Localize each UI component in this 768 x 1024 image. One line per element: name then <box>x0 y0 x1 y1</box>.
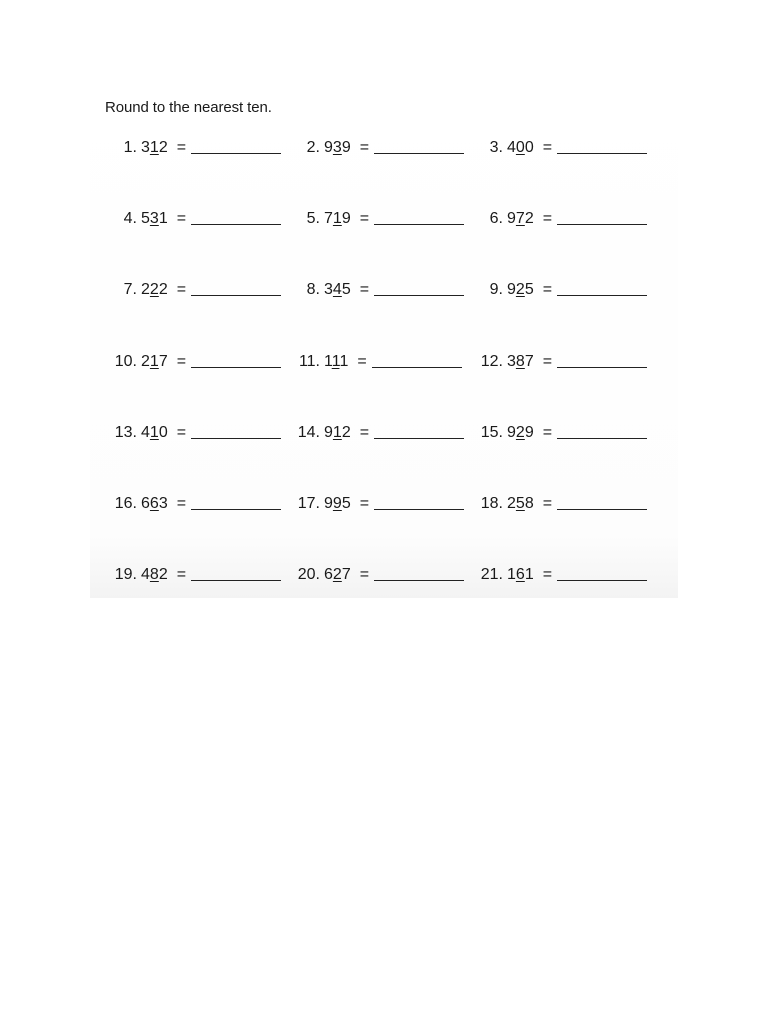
tens-digit-underlined: 1 <box>331 352 340 370</box>
problem-value <box>507 495 534 513</box>
ones-digit: 7 <box>524 352 534 370</box>
problem-value <box>324 210 351 228</box>
equals-sign: = <box>176 423 187 441</box>
problem-number: 18. <box>480 494 503 512</box>
ones-digit: 1 <box>158 210 168 228</box>
ones-digit: 8 <box>524 494 534 512</box>
equals-sign: = <box>359 210 370 228</box>
answer-blank[interactable] <box>557 566 647 581</box>
problem-value <box>324 139 351 157</box>
problem-number: 9. <box>489 281 503 299</box>
problem-value <box>324 495 351 513</box>
equals-sign: = <box>542 352 553 370</box>
equals-sign: = <box>359 281 370 299</box>
answer-blank[interactable] <box>557 353 647 368</box>
answer-blank[interactable] <box>191 424 281 439</box>
hundreds-digit: 7 <box>324 210 333 228</box>
equals-sign: = <box>176 566 187 584</box>
ones-digit: 2 <box>158 566 168 584</box>
equals-sign: = <box>542 210 553 228</box>
problem-item <box>106 351 289 373</box>
tens-digit-underlined: 1 <box>149 352 159 370</box>
problem-item <box>289 208 472 230</box>
problem-value <box>141 353 168 371</box>
hundreds-digit: 4 <box>507 139 516 156</box>
tens-digit-underlined: 3 <box>149 210 159 228</box>
equals-sign: = <box>176 281 187 299</box>
answer-blank[interactable] <box>374 281 464 296</box>
problem-number: 14. <box>297 423 320 441</box>
problem-item <box>289 493 472 515</box>
worksheet <box>90 84 678 598</box>
ones-digit: 9 <box>341 210 351 228</box>
problem-number: 21. <box>480 566 503 584</box>
problem-value <box>507 139 534 157</box>
hundreds-digit: 3 <box>507 352 516 370</box>
ones-digit: 7 <box>158 352 168 370</box>
problem-number: 5. <box>306 210 320 228</box>
problem-number: 10. <box>114 352 137 370</box>
problem-number: 20. <box>297 566 320 584</box>
hundreds-digit: 2 <box>141 352 150 370</box>
ones-digit: 9 <box>341 139 351 156</box>
answer-blank[interactable] <box>372 353 462 368</box>
equals-sign: = <box>542 566 553 584</box>
ones-digit: 2 <box>341 423 351 441</box>
tens-digit-underlined: 0 <box>515 139 525 156</box>
problem-number: 11. <box>298 352 320 370</box>
ones-digit: 0 <box>524 139 534 156</box>
hundreds-digit: 4 <box>141 423 150 441</box>
problem-number: 4. <box>123 210 137 228</box>
tens-digit-underlined: 1 <box>149 423 159 441</box>
problem-item <box>289 564 472 586</box>
equals-sign: = <box>542 423 553 441</box>
tens-digit-underlined: 8 <box>149 566 159 584</box>
hundreds-digit: 1 <box>324 352 332 370</box>
answer-blank[interactable] <box>191 281 281 296</box>
hundreds-digit: 4 <box>141 566 150 584</box>
problem-number: 17. <box>297 494 320 512</box>
problem-number: 8. <box>306 281 320 299</box>
problem-value <box>507 281 534 299</box>
answer-blank[interactable] <box>374 424 464 439</box>
tens-digit-underlined: 7 <box>515 210 525 228</box>
tens-digit-underlined: 2 <box>515 281 525 299</box>
tens-digit-underlined: 8 <box>515 352 525 370</box>
equals-sign: = <box>176 352 187 370</box>
tens-digit-underlined: 5 <box>515 494 525 512</box>
tens-digit-underlined: 2 <box>149 281 159 299</box>
equals-sign: = <box>542 139 553 156</box>
tens-digit-underlined: 1 <box>332 423 342 441</box>
answer-blank[interactable] <box>374 139 464 154</box>
problem-item <box>472 564 655 586</box>
answer-blank[interactable] <box>191 495 281 510</box>
answer-blank[interactable] <box>374 495 464 510</box>
ones-digit: 1 <box>524 566 534 584</box>
tens-digit-underlined: 3 <box>332 139 342 156</box>
problem-value <box>141 424 168 442</box>
problem-value <box>324 281 351 299</box>
worksheet-instruction: Round to the nearest ten. <box>105 99 272 116</box>
answer-blank[interactable] <box>374 566 464 581</box>
equals-sign: = <box>176 494 187 512</box>
problem-item <box>289 351 472 373</box>
problem-number: 12. <box>480 352 503 370</box>
equals-sign: = <box>359 423 370 441</box>
hundreds-digit: 6 <box>324 566 333 584</box>
tens-digit-underlined: 1 <box>332 210 342 228</box>
ones-digit: 5 <box>341 281 351 299</box>
problem-item <box>289 279 472 301</box>
problem-value <box>507 566 534 584</box>
problem-number: 7. <box>123 281 137 299</box>
problem-number: 15. <box>480 423 503 441</box>
problem-item <box>472 493 655 515</box>
answer-blank[interactable] <box>374 210 464 225</box>
ones-digit: 2 <box>524 210 534 228</box>
ones-digit: 3 <box>158 494 168 512</box>
ones-digit: 2 <box>158 281 168 299</box>
tens-digit-underlined: 9 <box>332 494 342 512</box>
problem-item <box>289 137 472 159</box>
equals-sign: = <box>176 139 187 156</box>
problem-value <box>141 210 168 228</box>
problem-item <box>289 422 472 444</box>
answer-blank[interactable] <box>191 139 281 154</box>
equals-sign: = <box>357 352 367 370</box>
problem-number: 1. <box>123 139 137 156</box>
tens-digit-underlined: 4 <box>332 281 342 299</box>
hundreds-digit: 2 <box>507 494 516 512</box>
hundreds-digit: 3 <box>324 281 333 299</box>
hundreds-digit: 3 <box>141 139 150 156</box>
ones-digit: 7 <box>341 566 351 584</box>
problem-item <box>472 208 655 230</box>
hundreds-digit: 9 <box>324 494 333 512</box>
answer-blank[interactable] <box>557 495 647 510</box>
answer-blank[interactable] <box>191 353 281 368</box>
problem-number: 6. <box>489 210 503 228</box>
problem-item <box>472 351 655 373</box>
tens-digit-underlined: 2 <box>515 423 525 441</box>
ones-digit: 5 <box>341 494 351 512</box>
problem-item <box>106 564 289 586</box>
ones-digit: 5 <box>524 281 534 299</box>
problem-number: 19. <box>114 566 137 584</box>
equals-sign: = <box>359 566 370 584</box>
tens-digit-underlined: 2 <box>332 566 342 584</box>
problem-item <box>472 279 655 301</box>
problem-item <box>106 422 289 444</box>
hundreds-digit: 6 <box>141 494 150 512</box>
hundreds-digit: 1 <box>507 566 516 584</box>
problem-value <box>141 495 168 513</box>
hundreds-digit: 9 <box>507 423 516 441</box>
hundreds-digit: 9 <box>507 281 516 299</box>
answer-blank[interactable] <box>191 566 281 581</box>
ones-digit: 9 <box>524 423 534 441</box>
tens-digit-underlined: 6 <box>149 494 159 512</box>
problem-value <box>141 281 168 299</box>
problem-value <box>141 139 168 157</box>
problem-value <box>324 566 351 584</box>
answer-blank[interactable] <box>191 210 281 225</box>
hundreds-digit: 9 <box>507 210 516 228</box>
equals-sign: = <box>359 139 370 156</box>
problem-number: 2. <box>306 139 320 156</box>
problem-number: 16. <box>114 494 137 512</box>
hundreds-digit: 2 <box>141 281 150 299</box>
tens-digit-underlined: 6 <box>515 566 525 584</box>
answer-blank[interactable] <box>557 281 647 296</box>
problem-number: 13. <box>114 423 137 441</box>
problem-item <box>106 493 289 515</box>
equals-sign: = <box>542 281 553 299</box>
problem-number: 3. <box>489 139 503 156</box>
answer-blank[interactable] <box>557 210 647 225</box>
hundreds-digit: 9 <box>324 423 333 441</box>
answer-blank[interactable] <box>557 424 647 439</box>
equals-sign: = <box>542 494 553 512</box>
problem-value <box>507 353 534 371</box>
problem-item <box>472 137 655 159</box>
problem-item <box>106 208 289 230</box>
problem-value <box>141 566 168 584</box>
ones-digit: 1 <box>339 352 349 370</box>
problem-value <box>324 353 348 371</box>
hundreds-digit: 5 <box>141 210 150 228</box>
answer-blank[interactable] <box>557 139 647 154</box>
problem-item <box>106 279 289 301</box>
ones-digit: 0 <box>158 423 168 441</box>
equals-sign: = <box>176 210 187 228</box>
problem-grid <box>106 137 666 635</box>
tens-digit-underlined: 1 <box>149 139 159 156</box>
problem-value <box>507 210 534 228</box>
problem-item <box>106 137 289 159</box>
problem-item <box>472 422 655 444</box>
ones-digit: 2 <box>158 139 168 156</box>
problem-value <box>507 424 534 442</box>
problem-value <box>324 424 351 442</box>
hundreds-digit: 9 <box>324 139 333 156</box>
equals-sign: = <box>359 494 370 512</box>
